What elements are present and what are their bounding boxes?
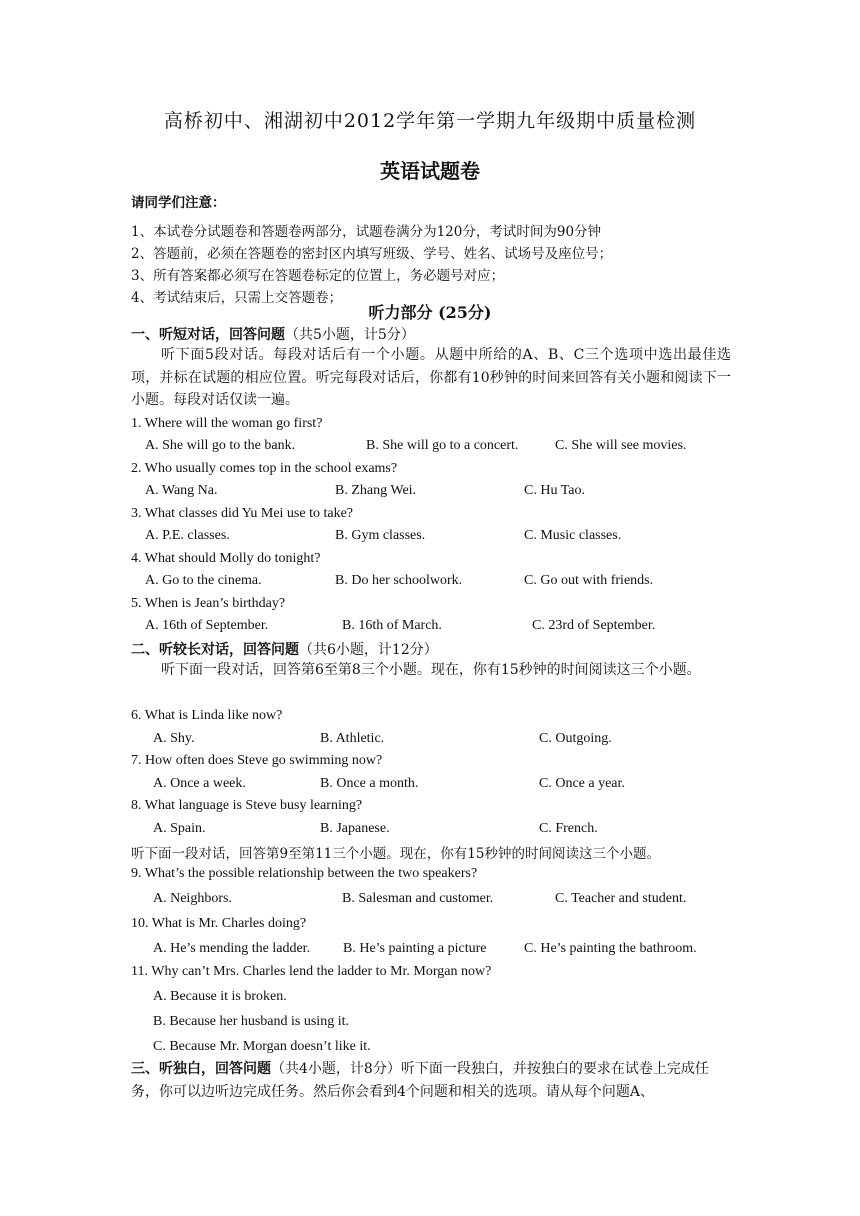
q8-option-b: B. Japanese.: [320, 821, 390, 836]
q6-option-a: A. Shy.: [153, 731, 195, 746]
q3-option-c: C. Music classes.: [524, 528, 622, 543]
q10-option-b: B. He’s painting a picture: [343, 941, 487, 956]
section3-heading: 三、听独白，回答问题: [131, 1061, 271, 1077]
q11-option-a: A. Because it is broken.: [153, 989, 287, 1004]
section2-instructions-2: 听下面一段对话，回答第9至第11三个小题。现在，你有15秒钟的时间阅读这三个小题。: [131, 846, 660, 862]
q7-question: 7. How often does Steve go swimming now?: [131, 753, 383, 768]
q5-option-c: C. 23rd of September.: [532, 618, 656, 633]
q8-question: 8. What language is Steve busy learning?: [131, 798, 363, 813]
section3-text: （共4小题，计8分）听下面一段独白，并按独白的要求在试卷上完成任务，你可以边听边完成任务。然后你会看到4个问题和相关的选项。请从每个问题A、: [131, 1061, 709, 1100]
q8-option-a: A. Spain.: [153, 821, 206, 836]
section2-heading: 二、听较长对话，回答问题: [131, 642, 299, 658]
q10-option-c: C. He’s painting the bathroom.: [524, 941, 697, 956]
q8-option-c: C. French.: [539, 821, 598, 836]
section1-score: （共5小题，计5分）: [285, 327, 415, 343]
q4-option-a: A. Go to the cinema.: [145, 573, 262, 588]
notice-heading: 请同学们注意：: [131, 195, 226, 211]
q2-option-a: A. Wang Na.: [145, 483, 218, 498]
q11-option-c: C. Because Mr. Morgan doesn’t like it.: [153, 1039, 371, 1054]
listening-heading: 听力部分 (25分): [368, 303, 492, 322]
section3-paragraph: [131, 1058, 731, 1103]
notice-4: 4、考试结束后，只需上交答题卷；: [131, 290, 343, 306]
q4-option-c: C. Go out with friends.: [524, 573, 654, 588]
q4-option-b: B. Do her schoolwork.: [335, 573, 463, 588]
q2-question: 2. Who usually comes top in the school exams?: [131, 461, 398, 476]
q10-option-a: A. He’s mending the ladder.: [153, 941, 311, 956]
q6-question: 6. What is Linda like now?: [131, 708, 283, 723]
q5-question: 5. When is Jean’s birthday?: [131, 596, 286, 611]
paper-subtitle: 英语试题卷: [380, 159, 480, 183]
q2-option-c: C. Hu Tao.: [524, 483, 585, 498]
q9-option-b: B. Salesman and customer.: [342, 891, 494, 906]
exam-title: 高桥初中、湘湖初中2012学年第一学期九年级期中质量检测: [163, 110, 697, 132]
q7-option-b: B. Once a month.: [320, 776, 419, 791]
q7-option-a: A. Once a week.: [153, 776, 246, 791]
section2-title: [131, 639, 438, 659]
q11-option-b: B. Because her husband is using it.: [153, 1014, 349, 1029]
q5-option-b: B. 16th of March.: [342, 618, 442, 633]
q7-option-c: C. Once a year.: [539, 776, 625, 791]
q5-option-a: A. 16th of September.: [145, 618, 269, 633]
section2-score: （共6小题，计12分）: [299, 642, 438, 658]
q10-question: 10. What is Mr. Charles doing?: [131, 916, 307, 931]
q3-option-a: A. P.E. classes.: [145, 528, 230, 543]
q4-question: 4. What should Molly do tonight?: [131, 551, 321, 566]
q1-option-b: B. She will go to a concert.: [366, 438, 519, 453]
q6-option-c: C. Outgoing.: [539, 731, 612, 746]
q2-option-b: B. Zhang Wei.: [335, 483, 417, 498]
notice-1: 1、本试卷分试题卷和答题卷两部分，试题卷满分为120分，考试时间为90分钟: [131, 224, 602, 240]
q1-option-a: A. She will go to the bank.: [145, 438, 296, 453]
notice-3: 3、所有答案都必须写在答题卷标定的位置上，务必题号对应；: [131, 268, 505, 284]
q3-option-b: B. Gym classes.: [335, 528, 426, 543]
q9-question: 9. What’s the possible relationship between the two speakers?: [131, 866, 478, 881]
section1-title: [131, 324, 415, 344]
section2-instructions-1: 听下面一段对话，回答第6至第8三个小题。现在，你有15秒钟的时间阅读这三个小题。: [161, 662, 701, 678]
section1-instructions: 听下面5段对话。每段对话后有一个小题。从题中所给的A、B、C三个选项中选出最佳选项，并标在试题的相应位置。听完每段对话后，你都有10秒钟的时间来回答有关小题和阅读下一小题。每段对话仅读一遍。: [131, 347, 731, 408]
q9-option-a: A. Neighbors.: [153, 891, 232, 906]
q3-question: 3. What classes did Yu Mei use to take?: [131, 506, 354, 521]
q6-option-b: B. Athletic.: [320, 731, 385, 746]
q1-question: 1. Where will the woman go first?: [131, 416, 323, 431]
q11-question: 11. Why can’t Mrs. Charles lend the ladder to Mr. Morgan now?: [131, 964, 492, 979]
q1-option-c: C. She will see movies.: [555, 438, 687, 453]
q9-option-c: C. Teacher and student.: [555, 891, 687, 906]
section1-heading: 一、听短对话，回答问题: [131, 327, 285, 343]
notice-2: 2、答题前，必须在答题卷的密封区内填写班级、学号、姓名、试场号及座位号；: [131, 246, 613, 262]
